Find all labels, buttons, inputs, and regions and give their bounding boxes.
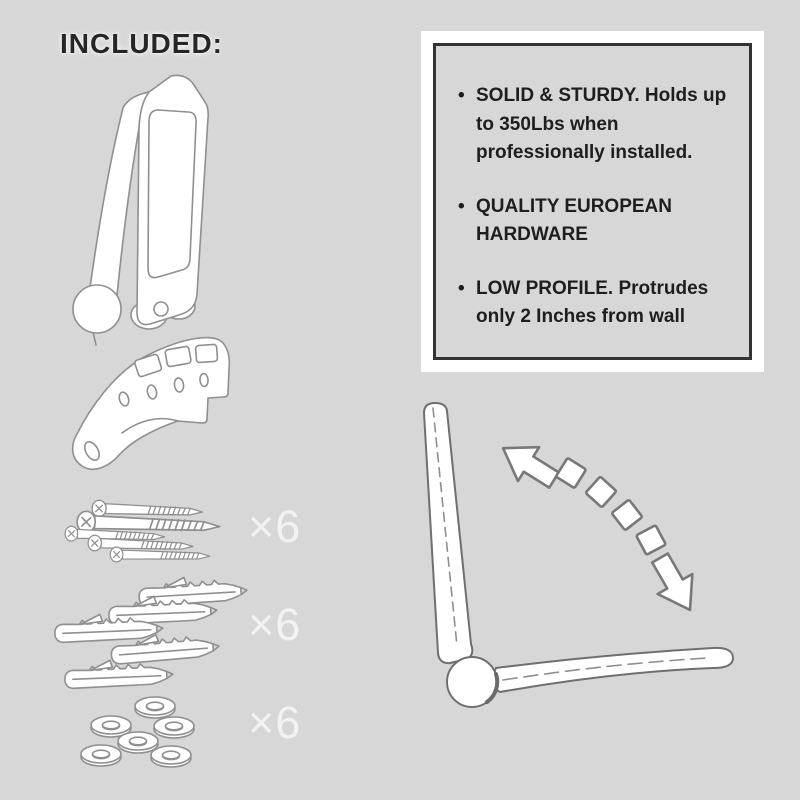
features-box bbox=[421, 31, 764, 372]
mounting-bracket-illustration bbox=[58, 333, 248, 478]
page-title: INCLUDED: bbox=[60, 28, 223, 59]
features-box-inner-frame bbox=[433, 43, 752, 360]
features-list bbox=[458, 82, 731, 332]
feature-text: • SOLID & STURDY. Holds up to 350Lbs when professionally installed. bbox=[476, 85, 727, 163]
feature-item bbox=[458, 82, 731, 168]
folding-motion-illustration bbox=[408, 396, 800, 728]
feature-text: • QUALITY EUROPEAN HARDWARE bbox=[476, 195, 673, 245]
feature-text: • LOW PROFILE. Protrudes only 2 Inches from wall bbox=[476, 277, 709, 327]
washers-count-label: ×6 bbox=[248, 697, 302, 748]
feature-item bbox=[458, 275, 731, 332]
screws-count-label: ×6 bbox=[248, 501, 302, 552]
folded-seat-illustration bbox=[45, 68, 250, 346]
feature-item bbox=[458, 193, 731, 250]
anchors-count-label: ×6 bbox=[248, 599, 302, 650]
screws-illustration bbox=[62, 487, 247, 582]
wall-anchors-illustration bbox=[48, 577, 248, 689]
washers-illustration bbox=[66, 692, 211, 768]
